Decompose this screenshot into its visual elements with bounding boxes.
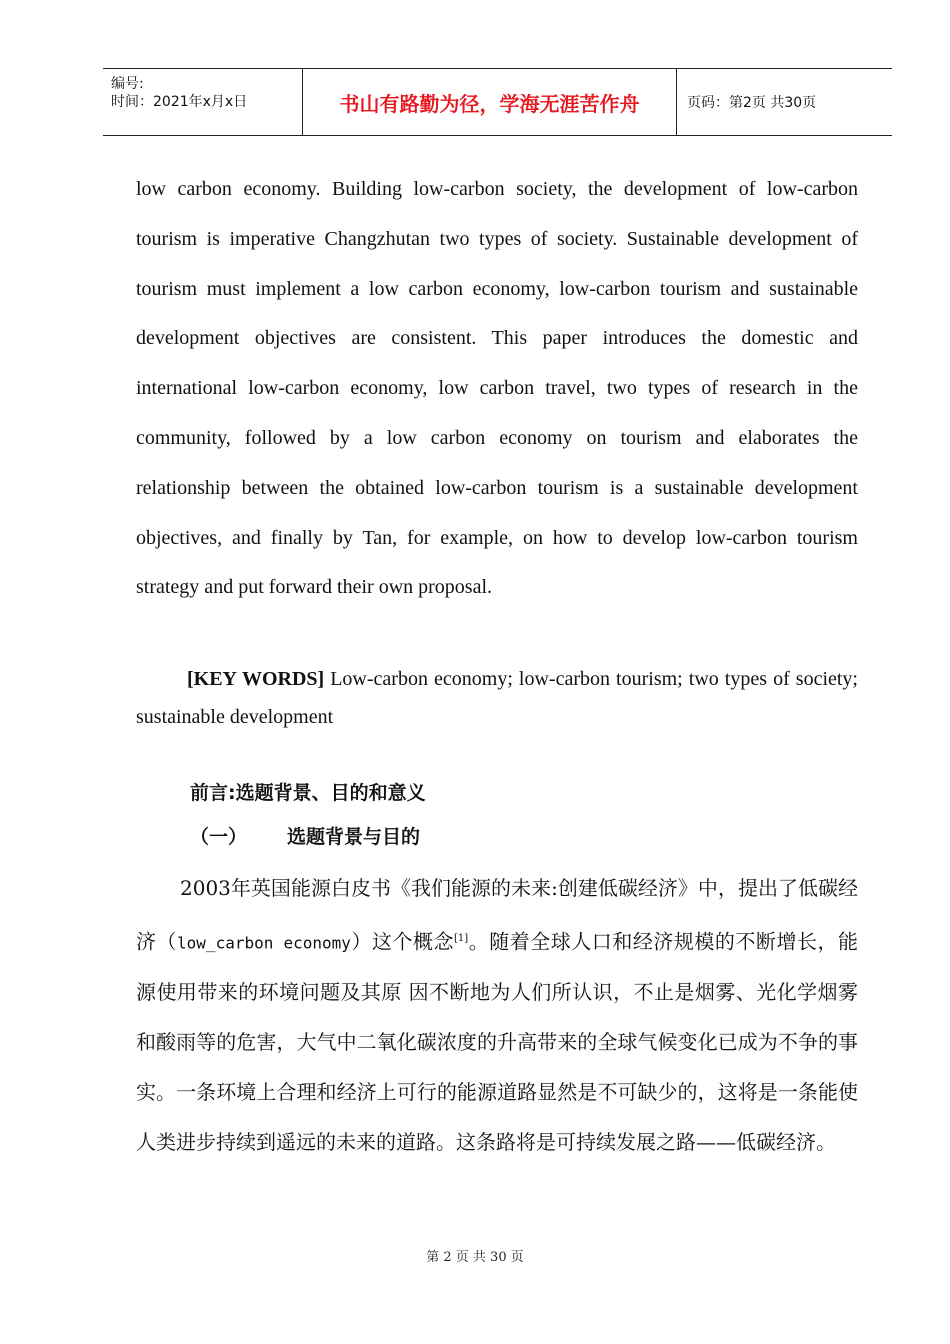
number-label: 编号: [111,76,144,92]
para-part1: 2003年英国能源白皮书《我们能源的未来:创建低碳经济》中，提出了低碳经济（ [136,876,858,954]
keywords-paragraph [136,660,858,736]
section-heading: 前言:选题背景、目的和意义 [190,782,426,804]
header-motto: 书山有路勤为径，学海无涯苦作舟 [303,69,677,135]
subheading-number: （一） [190,826,248,848]
citation-ref[interactable]: [1] [454,932,469,944]
para-part2: ）这个概念 [350,929,455,954]
page-footer: 第 2 页 共 30 页 [426,1250,524,1265]
para-part3: 。随着全球人口和经济规模的不断增长，能源使用带来的环境问题及其原 因不断地为人们所认识，不止是烟雾、光化学烟雾和酸雨等的危害，大气中二氧化碳浓度的升高带来的全球气候变化已成为不争的事实。一条环境上合理和经济上可行的能源道路显然是不可缺少的，这将是一条能使人类进步持续到遥远的未来的道路。这条路将是可持续发展之路——低碳经济。 [136,929,858,1154]
section-subheading [190,822,420,849]
keywords-label: [KEY WORDS] [187,668,325,690]
header-meta-cell [103,69,303,135]
background-paragraph [136,864,858,1167]
para-term: low_carbon economy [177,933,351,953]
abstract-paragraph: low carbon economy. Building low-carbon society, the development of low-carbon tourism is imperative Changzhutan two types of society. Sustainable development of tourism must implement a low carbon economy, low-carbon tourism and sustainable development objectives are consistent. This paper introduces the domestic and international low-carbon economy, low carbon travel, two types of research in the community, followed by a low carbon economy on tourism and elaborates the relationship between the obtained low-carbon tourism is a sustainable development objectives, and finally by Tan, for example, on how to develop low-carbon tourism strategy and put forward their own proposal. [136,178,858,599]
header-page-info: 页码：第2页 共30页 [687,95,817,111]
keywords-text: Low-carbon economy; low-carbon tourism; two types of society; sustainable development [136,668,858,728]
subheading-title: 选题背景与目的 [287,826,421,848]
time-label: 时间：2021年x月x日 [111,94,248,110]
page-header [103,68,892,136]
